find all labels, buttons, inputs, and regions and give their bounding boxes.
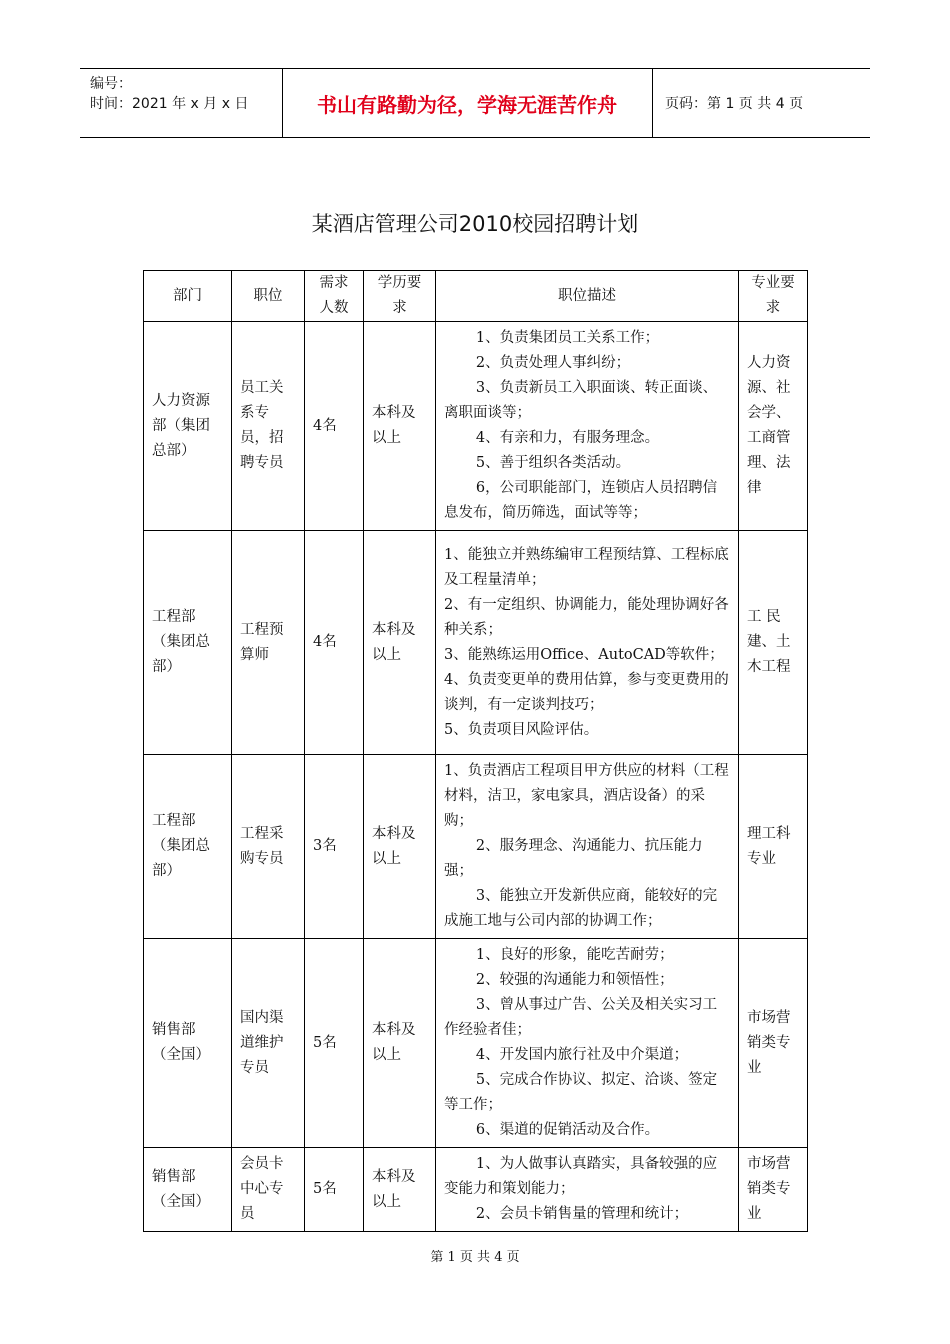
cell-education: 本科及以上 [364, 322, 436, 531]
desc-line: 5、完成合作协议、拟定、洽谈、签定等工作； [444, 1072, 718, 1113]
header-motto: 书山有路勤为径，学海无涯苦作舟 [282, 69, 653, 137]
desc-line: 1、良好的形象，能吃苦耐劳； [475, 947, 674, 963]
cell-dept: 销售部（全国） [144, 939, 232, 1148]
cell-position: 工程预算师 [232, 531, 305, 755]
page-header [80, 68, 870, 138]
document-time: 时间：2021 年 x 月 x 日 [90, 96, 249, 112]
header-major: 专业要求 [739, 271, 808, 322]
desc-line: 3、负责新员工入职面谈、转正面谈、离职面谈等； [444, 380, 718, 421]
document-number: 编号： [90, 76, 132, 92]
desc-line: 4、有亲和力，有服务理念。 [475, 430, 660, 446]
cell-position: 国内渠道维护专员 [232, 939, 305, 1148]
desc-line: 6，公司职能部门，连锁店人员招聘信息发布，简历筛选，面试等等； [444, 480, 718, 521]
desc-line: 1、负责集团员工关系工作； [475, 330, 660, 346]
cell-dept: 销售部（全国） [144, 1148, 232, 1232]
desc-line: 6、渠道的促销活动及合作。 [475, 1122, 660, 1138]
cell-major: 市场营销类专业 [739, 1148, 808, 1232]
cell-description [436, 1148, 739, 1232]
table-row [144, 939, 808, 1148]
cell-description [436, 322, 739, 531]
cell-education: 本科及以上 [364, 531, 436, 755]
header-position: 职位 [232, 271, 305, 322]
cell-major: 工 民建、土木工程 [739, 531, 808, 755]
cell-education: 本科及以上 [364, 1148, 436, 1232]
desc-line: 4、开发国内旅行社及中介渠道； [475, 1047, 689, 1063]
cell-count: 4名 [305, 322, 364, 531]
recruitment-table [143, 270, 808, 1232]
header-description: 职位描述 [436, 271, 739, 322]
desc-line: 3、曾从事过广告、公关及相关实习工作经验者佳； [444, 997, 718, 1038]
table-row [144, 531, 808, 755]
document-title: 某酒店管理公司2010校园招聘计划 [311, 212, 639, 236]
table-row [144, 755, 808, 939]
desc-line: 2、负责处理人事纠纷； [475, 355, 631, 371]
cell-position: 员工关系专员，招聘专员 [232, 322, 305, 531]
cell-count: 4名 [305, 531, 364, 755]
desc-line: 1、为人做事认真踏实，具备较强的应变能力和策划能力； [444, 1156, 718, 1197]
table-header-row [144, 271, 808, 322]
desc-line: 2、较强的沟通能力和领悟性； [475, 972, 674, 988]
cell-dept: 工程部（集团总部） [144, 755, 232, 939]
cell-position: 会员卡中心专员 [232, 1148, 305, 1232]
cell-major: 市场营销类专业 [739, 939, 808, 1148]
cell-major: 理工科专业 [739, 755, 808, 939]
table-row [144, 1148, 808, 1232]
cell-count: 5名 [305, 1148, 364, 1232]
cell-dept: 工程部（集团总部） [144, 531, 232, 755]
desc-line: 3、能独立开发新供应商，能较好的完成施工地与公司内部的协调工作； [444, 888, 718, 929]
header-meta [80, 69, 283, 137]
cell-dept: 人力资源部（集团总部） [144, 322, 232, 531]
desc-line: 2、服务理念、沟通能力、抗压能力强； [444, 838, 703, 879]
table-row [144, 322, 808, 531]
desc-line: 5、善于组织各类活动。 [475, 455, 631, 471]
header-page-info: 页码：第 1 页 共 4 页 [665, 96, 804, 112]
cell-description [436, 939, 739, 1148]
desc-line: 3、能熟练运用Office、AutoCAD等软件； [444, 646, 724, 663]
page-footer: 第 1 页 共 4 页 [430, 1250, 520, 1265]
header-count: 需求人数 [305, 271, 364, 322]
cell-education: 本科及以上 [364, 939, 436, 1148]
desc-line: 1、负责酒店工程项目甲方供应的材料（工程材料，洁卫，家电家具，酒店设备）的采购； [444, 763, 729, 829]
desc-line: 4、负责变更单的费用估算，参与变更费用的谈判，有一定谈判技巧； [444, 671, 729, 713]
cell-description [436, 531, 739, 755]
desc-line: 2、有一定组织、协调能力，能处理协调好各种关系； [444, 596, 729, 638]
desc-line: 2、会员卡销售量的管理和统计； [475, 1206, 689, 1222]
cell-major: 人力资源、社会学、工商管理、法律 [739, 322, 808, 531]
desc-line: 1、能独立并熟练编审工程预结算、工程标底及工程量清单； [444, 546, 729, 588]
header-education: 学历要求 [364, 271, 436, 322]
cell-description [436, 755, 739, 939]
header-dept: 部门 [144, 271, 232, 322]
cell-count: 5名 [305, 939, 364, 1148]
cell-position: 工程采购专员 [232, 755, 305, 939]
desc-line: 5、负责项目风险评估。 [444, 721, 599, 738]
cell-count: 3名 [305, 755, 364, 939]
cell-education: 本科及以上 [364, 755, 436, 939]
